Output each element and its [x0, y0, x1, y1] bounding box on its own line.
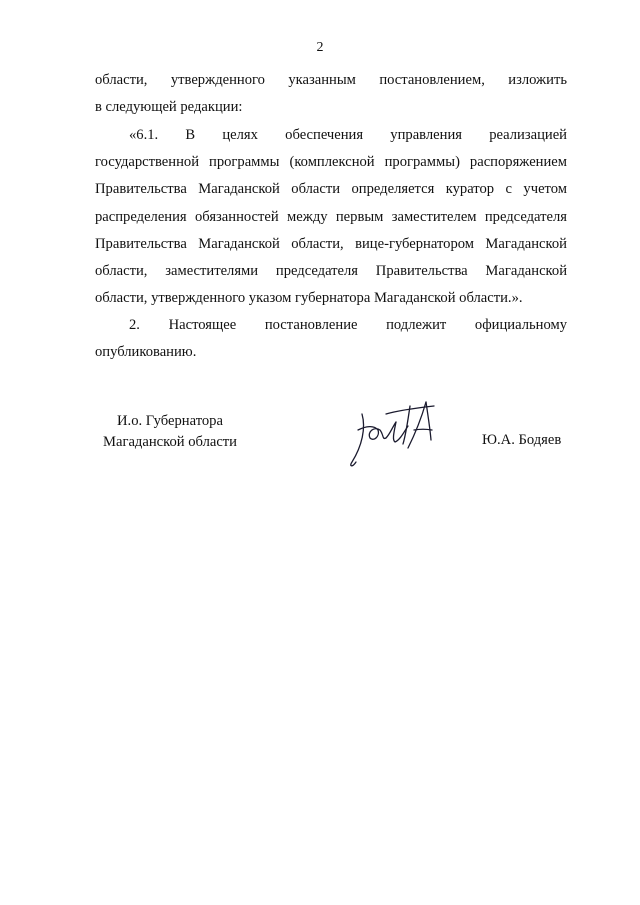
paragraph-line: в следующей редакции: — [95, 99, 243, 116]
paragraph-line: 2. Настоящее постановление подлежит официальному — [129, 317, 567, 333]
paragraph-line: государственной программы (комплексной программы) распоряжением — [95, 154, 567, 171]
paragraph-line: области, утвержденного указом губернатора Магаданской области.». — [95, 290, 523, 307]
signatory-name: Ю.А. Бодяев — [482, 432, 562, 448]
paragraph-line: области, заместителями председателя Правительства Магаданской — [95, 263, 567, 280]
paragraph-line: области, утвержденного указанным постановлением, изложить — [95, 72, 567, 88]
handwritten-signature — [340, 392, 450, 472]
paragraph-line: распределения обязанностей между первым заместителем председателя — [95, 208, 567, 225]
paragraph-line: Правительства Магаданской области определяется куратор с учетом — [95, 181, 567, 198]
paragraph-line: Правительства Магаданской области, вице-губернатором Магаданской — [95, 235, 567, 252]
paragraph-2 — [95, 312, 567, 366]
page-number: 2 — [316, 40, 324, 55]
paragraph-6-1 — [95, 122, 567, 312]
paragraph-intro — [95, 67, 567, 121]
signatory-title-line: И.о. Губернатора — [117, 413, 223, 429]
paragraph-line: «6.1. В целях обеспечения управления реализацией — [129, 127, 567, 143]
signatory-title — [103, 411, 237, 453]
paragraph-line: опубликованию. — [95, 344, 197, 361]
signatory-title-line: Магаданской области — [103, 434, 237, 450]
